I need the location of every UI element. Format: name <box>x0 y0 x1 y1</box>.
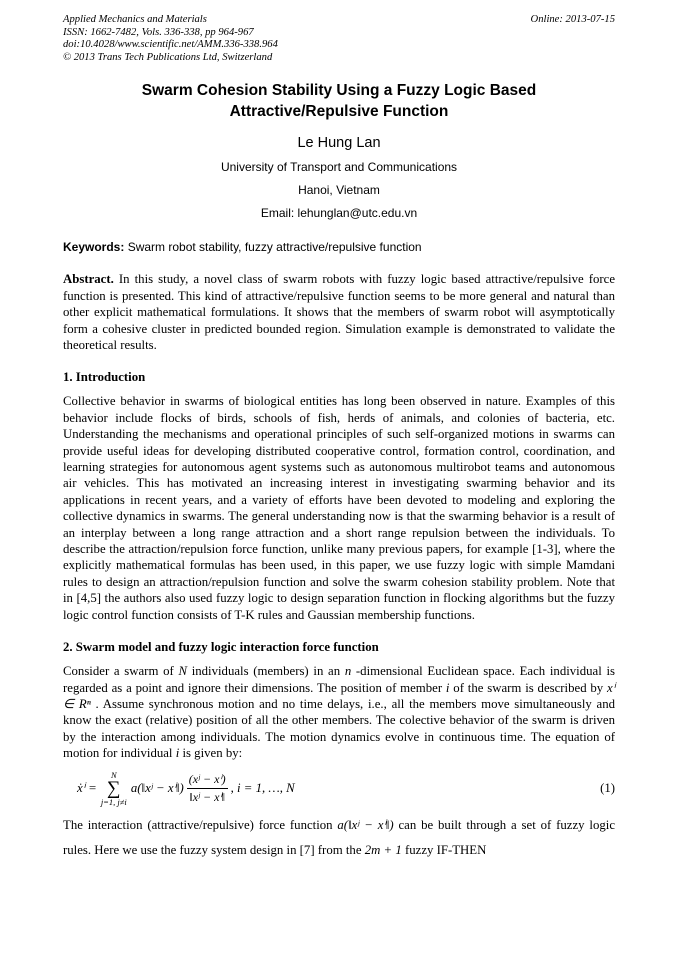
summation-upper-limit: N <box>110 769 117 780</box>
fraction-numerator: (xʲ − xⁱ) <box>187 772 228 789</box>
equation-number: (1) <box>600 781 615 796</box>
abstract-label: Abstract. <box>63 272 119 287</box>
sigma-icon: ∑ <box>107 778 121 800</box>
equation-body <box>77 771 295 807</box>
equation-lhs: ẋⁱ = <box>77 781 97 796</box>
doi-line: doi:10.4028/www.scientific.net/AMM.336-338.964 <box>63 39 278 51</box>
fraction-denominator: ‖xʲ − xⁱ‖ <box>189 790 225 805</box>
equation-1 <box>77 771 615 807</box>
journal-header-left <box>63 14 278 64</box>
keywords-line <box>63 240 615 254</box>
location: Hanoi, Vietnam <box>298 183 380 198</box>
copyright-line: © 2013 Trans Tech Publications Ltd, Switzerland <box>63 51 273 63</box>
section-2-paragraph: Consider a swarm of N individuals (members) in an n -dimensional Euclidean space. Each individual is regarded as a point and ignore their dimensions. The position of member i of the swarm is described by xⁱ ∈ Rⁿ . Assume synchronous motion and no time delays, i.e., all the members move simultaneously and know the exact (relative) position of all the other members. The colective behavior of the swarm is driven by the interaction among individuals. The motion dynamics evolve in continuous time. The equation of motion for individual i is given by: <box>63 664 616 761</box>
abstract-text: In this study, a novel class of swarm robots with fuzzy logic based attractive/repulsive force function is presented. This kind of attractive/repulsive function seems to be more general and natural than other explicit mathematical formulations. It shows that the members of swarm robot will asymptotically form a cohesive cluster in predicted bounded region. Simulation example is demonstrated to validate the theoretical results. <box>63 272 615 352</box>
section-1-heading: 1. Introduction <box>63 370 146 385</box>
affiliation: University of Transport and Communications <box>220 160 458 175</box>
section-2-heading: 2. Swarm model and fuzzy logic interaction force function <box>63 640 379 655</box>
keywords-text: Swarm robot stability, fuzzy attractive/repulsive function <box>124 240 422 255</box>
equation-fraction <box>187 772 228 805</box>
online-date: Online: 2013-07-15 <box>530 14 615 25</box>
email-line: Email: lehunglan@utc.edu.vn <box>260 206 418 221</box>
keywords-label: Keywords: <box>63 240 125 255</box>
equation-factor: a(‖xʲ − xⁱ‖) <box>130 781 184 796</box>
equation-tail: , i = 1, …, N <box>230 781 295 796</box>
journal-header <box>63 14 615 64</box>
closing-paragraph: The interaction (attractive/repulsive) force function a(‖xʲ − xⁱ‖) can be built through a set of fuzzy logic rules. Here we use the fuzzy system design in [7] from the 2m + 1 fuzzy IF-THEN <box>63 817 615 857</box>
paper-title: Swarm Cohesion Stability Using a Fuzzy Logic Based Attractive/Repulsive Function <box>141 82 537 121</box>
author-name: Le Hung Lan <box>297 135 381 152</box>
summation-lower-limit: j=1, j≠i <box>100 797 127 808</box>
summation-symbol <box>101 771 127 807</box>
section-1-paragraph: Collective behavior in swarms of biological entities has long been observed in nature. Examples of this behavior include flocks of birds, schools of fish, herds of animals, and colonies of bacteria, etc. Understanding the mechanisms and operational principles of such self-organized motions in swarms can provide useful ideas for developing distributed cooperative control, formation control, coordination, and learning strategies for autonomous agent systems such as autonomous multirobot teams and autonomous air vehicles. This has motivated an increasing interest in investigating swarming behavior and its applications in recent years, and a variety of efforts have been devoted to modeling and exploring the collective dynamics in swarms. The general understanding now is that the swarming behavior is a result of an interplay between a long range attraction and a short range repulsion between the individuals. To describe the attraction/repulsion force function, unlike many previous papers, for example [1-3], where the explicitly mathematical formulas has been used, in this paper, we use fuzzy logic with simple Mamdani rules to design an attraction/repulsion function and solve the swarm cohesion stability problem. Note that in [4,5] the authors also used fuzzy logic to design separation function in flocking algorithms but the fuzzy logic control function consists of T-K rules and Gaussian membership functions. <box>63 394 615 622</box>
abstract-paragraph <box>63 271 615 353</box>
journal-name: Applied Mechanics and Materials <box>63 14 207 25</box>
issn-line: ISSN: 1662-7482, Vols. 336-338, pp 964-967 <box>63 26 254 38</box>
